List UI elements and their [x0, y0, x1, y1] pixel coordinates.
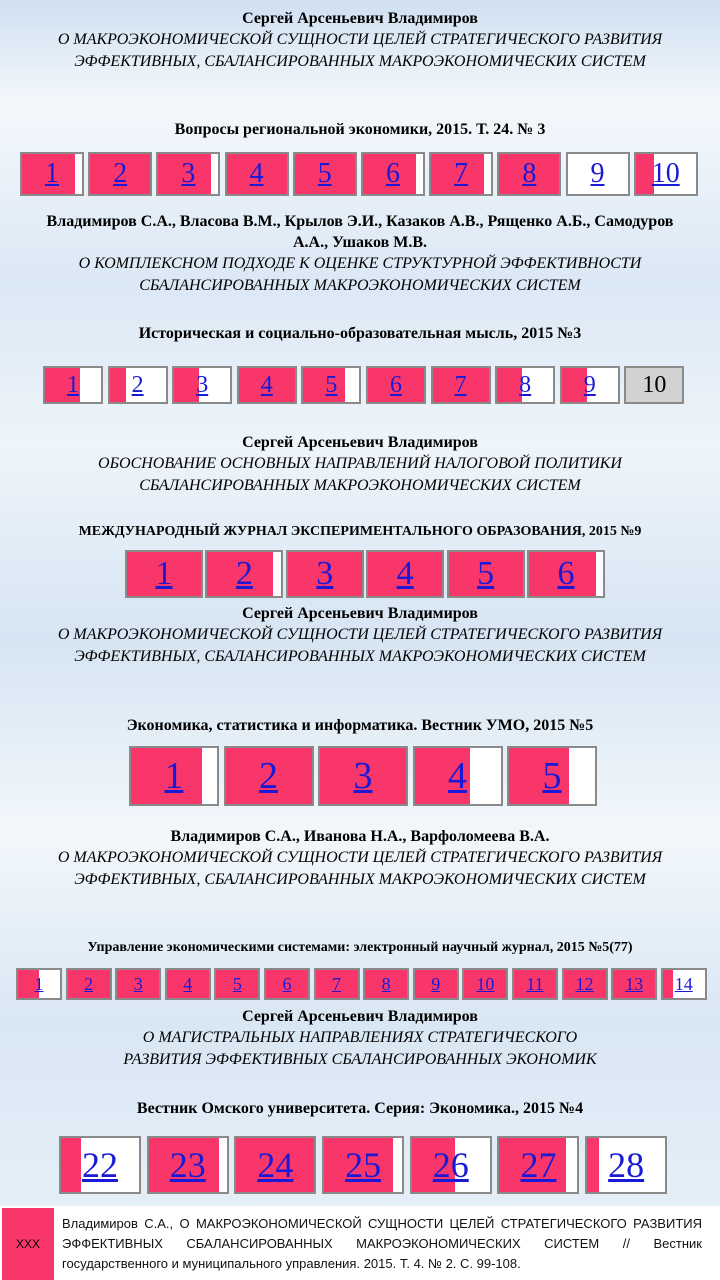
- page-link-box[interactable]: [108, 366, 168, 404]
- article-author: Сергей Арсеньевич Владимиров: [242, 1008, 478, 1025]
- page-link-box[interactable]: [611, 968, 657, 1000]
- footer-badge: XXX: [2, 1208, 54, 1280]
- page-link[interactable]: 22: [82, 1145, 118, 1185]
- page-link-box[interactable]: [560, 366, 620, 404]
- page-link-box[interactable]: [88, 152, 152, 196]
- page-link-box[interactable]: [431, 366, 491, 404]
- page-link[interactable]: 1: [155, 555, 173, 592]
- page-fill-bar: [303, 368, 345, 402]
- page-link[interactable]: 5: [542, 755, 562, 797]
- page-link-box[interactable]: [624, 366, 684, 404]
- article-block-6: [0, 1006, 720, 1071]
- page-link[interactable]: 28: [608, 1145, 645, 1185]
- page-link[interactable]: 7: [454, 158, 469, 189]
- journal-name: Историческая и социально-образовательная мысль, 2015 №3: [138, 325, 582, 342]
- page-link-box[interactable]: [16, 968, 62, 1000]
- page-link-box[interactable]: [147, 1136, 229, 1194]
- page-link-box[interactable]: [66, 968, 112, 1000]
- page-link[interactable]: 1: [67, 371, 79, 398]
- page-link[interactable]: 9: [583, 371, 596, 398]
- article-block-4: [0, 603, 720, 668]
- page-link[interactable]: 8: [522, 158, 537, 189]
- article-block-5: [0, 826, 720, 891]
- page-link-box[interactable]: [165, 968, 211, 1000]
- page-link-box[interactable]: [205, 550, 283, 598]
- page-link-box[interactable]: [361, 152, 425, 196]
- page-link-box[interactable]: [363, 968, 409, 1000]
- page-link[interactable]: 1: [34, 973, 44, 994]
- page-links-row: [125, 550, 605, 598]
- page-link[interactable]: 4: [448, 755, 467, 797]
- article-title: О МАКРОЭКОНОМИЧЕСКОЙ СУЩНОСТИ ЦЕЛЕЙ СТРАТЕГИЧЕСКОГО РАЗВИТИЯ ЭФФЕКТИВНЫХ, СБАЛАНСИРОВАННЫХ МАКРОЭКОНОМИЧЕСКИХ СИСТЕМ: [57, 849, 663, 888]
- page-link[interactable]: 3: [316, 555, 334, 592]
- page-link[interactable]: 9: [590, 158, 605, 189]
- journal-name: Вопросы региональной экономики, 2015. Т. 24. № 3: [174, 121, 546, 138]
- page-link[interactable]: 6: [557, 555, 575, 592]
- page-link[interactable]: 4: [260, 371, 273, 398]
- page-link-box[interactable]: [156, 152, 220, 196]
- page-link-box[interactable]: [125, 550, 203, 598]
- page-link-box[interactable]: [410, 1136, 492, 1194]
- page-link: 10: [642, 371, 667, 398]
- page-link-box[interactable]: [224, 746, 314, 806]
- page-link[interactable]: 24: [257, 1145, 294, 1185]
- journal-name: Экономика, статистика и информатика. Вестник УМО, 2015 №5: [126, 717, 594, 734]
- page-link[interactable]: 1: [164, 755, 184, 797]
- page-link[interactable]: 5: [477, 555, 495, 592]
- page-link[interactable]: 6: [385, 158, 400, 189]
- page-link-box[interactable]: [413, 746, 503, 806]
- article-title: О МАКРОЭКОНОМИЧЕСКОЙ СУЩНОСТИ ЦЕЛЕЙ СТРАТЕГИЧЕСКОГО РАЗВИТИЯ ЭФФЕКТИВНЫХ, СБАЛАНСИРОВАННЫХ МАКРОЭКОНОМИЧЕСКИХ СИСТЕМ: [57, 31, 663, 70]
- page-link-box[interactable]: [293, 152, 357, 196]
- page-link-box[interactable]: [172, 366, 232, 404]
- page-link[interactable]: 7: [454, 371, 467, 398]
- page-link-box[interactable]: [214, 968, 260, 1000]
- page-link-box[interactable]: [366, 366, 426, 404]
- page-link[interactable]: 23: [169, 1145, 206, 1185]
- page-links-row: [16, 968, 707, 1000]
- page-link-box[interactable]: [495, 366, 555, 404]
- page-link-box[interactable]: [447, 550, 525, 598]
- page-link[interactable]: 26: [432, 1145, 469, 1185]
- page-link[interactable]: 5: [325, 371, 338, 398]
- page-link-box[interactable]: [234, 1136, 316, 1194]
- page-link-box[interactable]: [318, 746, 408, 806]
- article-author: Владимиров С.А., Власова В.М., Крылов Э.И., Казаков А.В., Рященко А.Б., Самодуров А.А., Ушаков М.В.: [46, 213, 674, 251]
- page-link[interactable]: 14: [674, 973, 693, 994]
- page-link[interactable]: 25: [345, 1145, 382, 1185]
- page-links-row: [129, 746, 597, 806]
- page-fill-bar: [110, 368, 127, 402]
- page-link[interactable]: 3: [196, 371, 209, 398]
- page-link-box[interactable]: [225, 152, 289, 196]
- page-link[interactable]: 1: [45, 158, 59, 189]
- article-block-2: [0, 211, 720, 297]
- page-link-box[interactable]: [286, 550, 364, 598]
- page-link[interactable]: 10: [651, 158, 680, 189]
- page-link[interactable]: 5: [232, 973, 242, 994]
- page-link[interactable]: 4: [183, 973, 193, 994]
- page-link[interactable]: 4: [249, 158, 264, 189]
- journal-name: МЕЖДУНАРОДНЫЙ ЖУРНАЛ ЭКСПЕРИМЕНТАЛЬНОГО ОБРАЗОВАНИЯ, 2015 №9: [78, 524, 642, 539]
- page-links-row: [20, 152, 698, 196]
- page-link[interactable]: 2: [235, 555, 253, 592]
- page-link-box[interactable]: [634, 152, 698, 196]
- article-title: ОБОСНОВАНИЕ ОСНОВНЫХ НАПРАВЛЕНИЙ НАЛОГОВОЙ ПОЛИТИКИ СБАЛАНСИРОВАННЫХ МАКРОЭКОНОМИЧЕСКИХ СИСТЕМ: [98, 455, 622, 494]
- page-links-row: [59, 1136, 667, 1194]
- page-link-box[interactable]: [301, 366, 361, 404]
- article-block-3: [0, 432, 720, 497]
- page-link-box[interactable]: [566, 152, 630, 196]
- page-link-box[interactable]: [462, 968, 508, 1000]
- page-link[interactable]: 6: [282, 973, 292, 994]
- page-link[interactable]: 10: [476, 973, 495, 994]
- page-link[interactable]: 2: [131, 371, 144, 398]
- page-links-row: [43, 366, 684, 404]
- page-fill-bar: [61, 1138, 81, 1192]
- page-link-box[interactable]: [322, 1136, 404, 1194]
- page-link[interactable]: 7: [332, 973, 342, 994]
- page-link[interactable]: 6: [389, 371, 402, 398]
- page-link-box[interactable]: [497, 152, 561, 196]
- journal-name: Вестник Омского университета. Серия: Экономика., 2015 №4: [136, 1100, 584, 1117]
- page-link-box[interactable]: [20, 152, 84, 196]
- page-link[interactable]: 12: [575, 973, 594, 994]
- page-link[interactable]: 8: [381, 973, 391, 994]
- footer-citation: Владимиров С.А., О МАКРОЭКОНОМИЧЕСКОЙ СУЩНОСТИ ЦЕЛЕЙ СТРАТЕГИЧЕСКОГО РАЗВИТИЯ ЭФФЕКТИВНЫХ СБАЛАНСИРОВАННЫХ МАКРОЭКОНОМИЧЕСКИХ СИСТЕМ // Вестник государственного и муниципального управления. 2015. Т. 4. № 2. С. 99-108.: [62, 1216, 702, 1271]
- page-link-box[interactable]: [585, 1136, 667, 1194]
- page-link-box[interactable]: [366, 550, 444, 598]
- page-link-box[interactable]: [562, 968, 608, 1000]
- page-link-box[interactable]: [507, 746, 597, 806]
- page-link-box[interactable]: [59, 1136, 141, 1194]
- article-title: О МАГИСТРАЛЬНЫХ НАПРАВЛЕНИЯХ СТРАТЕГИЧЕСКОГО РАЗВИТИЯ ЭФФЕКТИВНЫХ СБАЛАНСИРОВАННЫХ ЭКОНОМИК: [123, 1029, 597, 1068]
- page-link[interactable]: 2: [259, 755, 278, 797]
- page-link-box[interactable]: [237, 366, 297, 404]
- article-title: О КОМПЛЕКСНОМ ПОДХОДЕ К ОЦЕНКЕ СТРУКТУРНОЙ ЭФФЕКТИВНОСТИ СБАЛАНСИРОВАННЫХ МАКРОЭКОНОМИЧЕСКИХ СИСТЕМ: [78, 255, 642, 294]
- page-link-box[interactable]: [115, 968, 161, 1000]
- page-link[interactable]: 3: [133, 973, 143, 994]
- article-author: Сергей Арсеньевич Владимиров: [242, 434, 478, 451]
- page-link-box[interactable]: [527, 550, 605, 598]
- page-link-box[interactable]: [314, 968, 360, 1000]
- page-link[interactable]: 13: [625, 973, 644, 994]
- article-author: Владимиров С.А., Иванова Н.А., Варфоломеева В.А.: [170, 828, 550, 845]
- article-author: Сергей Арсеньевич Владимиров: [242, 605, 478, 622]
- article-title: О МАКРОЭКОНОМИЧЕСКОЙ СУЩНОСТИ ЦЕЛЕЙ СТРАТЕГИЧЕСКОГО РАЗВИТИЯ ЭФФЕКТИВНЫХ, СБАЛАНСИРОВАННЫХ МАКРОЭКОНОМИЧЕСКИХ СИСТЕМ: [57, 626, 663, 665]
- page-link-box[interactable]: [413, 968, 459, 1000]
- journal-name: Управление экономическими системами: электронный научный журнал, 2015 №5(77): [87, 940, 633, 955]
- page-link-box[interactable]: [512, 968, 558, 1000]
- page-link[interactable]: 9: [431, 973, 441, 994]
- page-link[interactable]: 4: [396, 555, 414, 592]
- page-fill-bar: [587, 1138, 599, 1192]
- page-link[interactable]: 2: [113, 158, 128, 189]
- page-link[interactable]: 5: [317, 158, 332, 189]
- page-link-box[interactable]: [497, 1136, 579, 1194]
- page-link[interactable]: 11: [526, 973, 544, 994]
- page-fill-bar: [663, 970, 674, 998]
- page-link-box[interactable]: [43, 366, 103, 404]
- article-author: Сергей Арсеньевич Владимиров: [242, 10, 478, 27]
- page-link-box[interactable]: [429, 152, 493, 196]
- page-link[interactable]: 27: [520, 1145, 557, 1185]
- page-link[interactable]: 3: [181, 158, 196, 189]
- citation-footer: [0, 1206, 720, 1280]
- page-link-box[interactable]: [264, 968, 310, 1000]
- page-link[interactable]: 2: [84, 973, 94, 994]
- page-link-box[interactable]: [661, 968, 707, 1000]
- page-link[interactable]: 3: [353, 755, 373, 797]
- article-block-1: [0, 8, 720, 73]
- page-link-box[interactable]: [129, 746, 219, 806]
- page-link[interactable]: 8: [519, 371, 532, 398]
